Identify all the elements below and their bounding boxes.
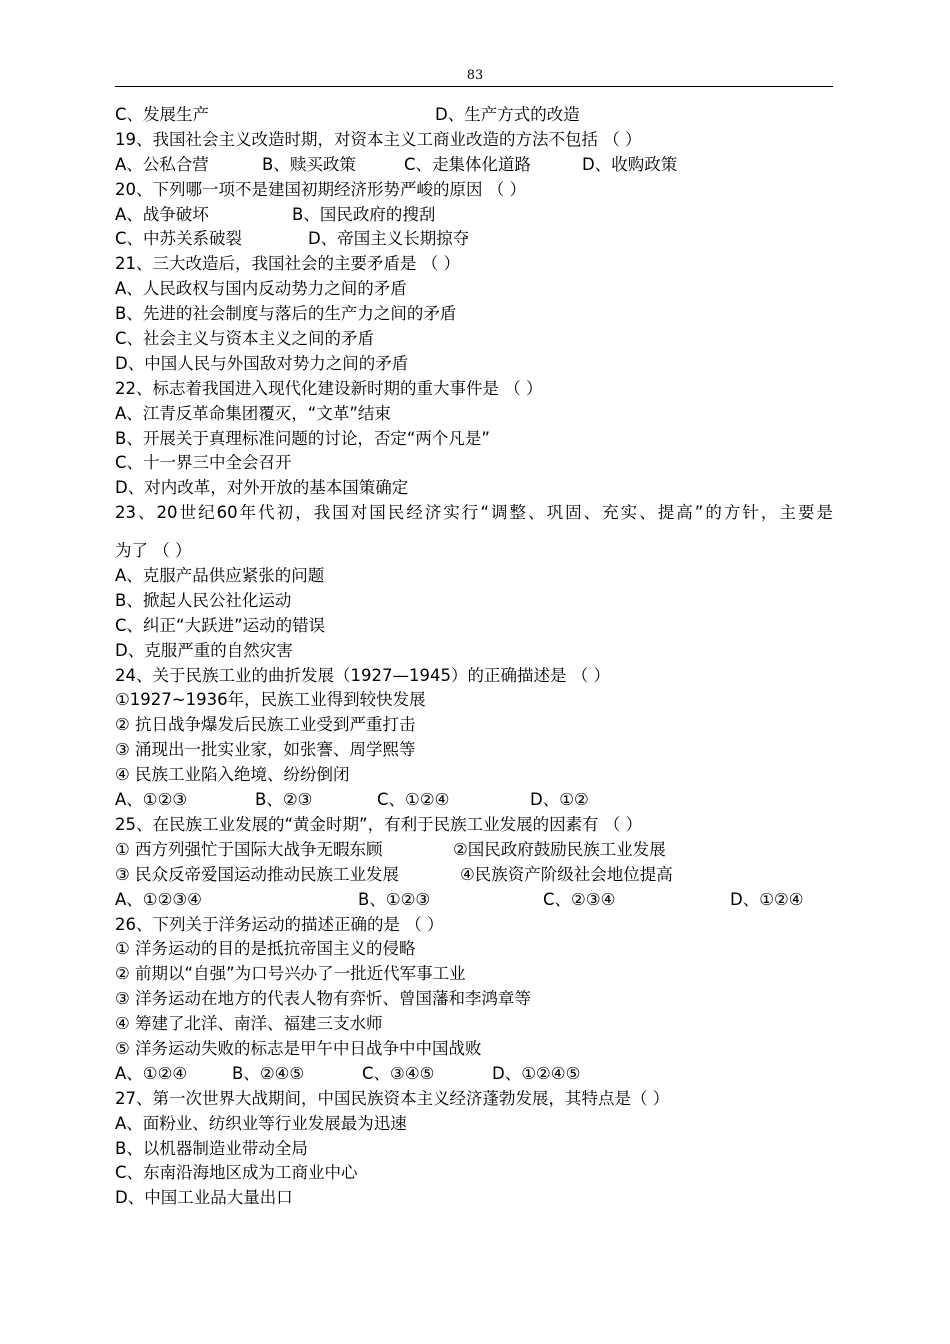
text-segment: D、对内改革，对外开放的基本国策确定 [115,478,409,498]
text-segment: B、赎买政策 [262,154,356,174]
text-line [115,962,845,987]
text-segment: 24、关于民族工业的曲折发展（1927—1945）的正确描述是 （ ） [115,665,610,685]
text-line [115,564,845,589]
text-line [115,1037,845,1062]
text-line [115,539,845,564]
text-line [115,103,845,128]
header-rule [115,86,833,87]
text-line [115,1112,845,1137]
text-segment: ④ 筹建了北洋、南洋、福建三支水师 [115,1014,383,1034]
text-line [115,888,845,913]
text-segment: C、中苏关系破裂 [115,229,243,249]
text-segment: D、帝国主义长期掠夺 [308,229,470,249]
text-line [115,639,845,664]
text-segment: B、①②③ [358,889,431,909]
text-segment: D、中国人民与外国敌对势力之间的矛盾 [115,353,409,373]
text-segment: B、②③ [255,790,313,810]
text-segment: B、开展关于真理标准问题的讨论，否定“两个凡是” [115,428,490,448]
text-line [115,128,845,153]
text-segment: 为了 （ ） [115,541,192,561]
text-segment: 25、在民族工业发展的“黄金时期”，有利于民族工业发展的因素有 （ ） [115,814,643,834]
page-number: 83 [466,68,484,83]
text-line [115,277,845,302]
text-segment: A、克服产品供应紧张的问题 [115,566,325,586]
text-line [115,937,845,962]
text-segment: D、①②④ [730,889,804,909]
text-segment: ③ 洋务运动在地方的代表人物有弈忻、曾国藩和李鸿章等 [115,989,532,1009]
text-line [115,987,845,1012]
text-segment: 21、三大改造后，我国社会的主要矛盾是 （ ） [115,254,460,274]
text-segment: ④民族资产阶级社会地位提高 [460,864,673,884]
text-segment: D、生产方式的改造 [435,105,580,124]
text-line [115,327,845,352]
text-segment: ②国民政府鼓励民族工业发展 [453,839,666,859]
text-line [115,1186,845,1211]
text-line [115,713,845,738]
text-line [115,738,845,763]
text-line [115,863,845,888]
text-segment: ①1927~1936年，民族工业得到较快发展 [115,690,426,710]
text-segment: C、东南沿海地区成为工商业中心 [115,1163,358,1183]
text-line [115,178,845,203]
text-segment: D、中国工业品大量出口 [115,1188,293,1208]
text-line [115,664,845,689]
text-segment: D、收购政策 [582,154,678,174]
text-segment: ② 前期以“自强”为口号兴办了一批近代军事工业 [115,964,466,984]
text-segment: A、①②③ [115,790,188,810]
text-line [115,614,845,639]
text-line [115,227,845,252]
text-segment: C、十一界三中全会召开 [115,453,292,473]
text-line [115,688,845,713]
text-line [115,788,845,813]
text-line [115,501,833,526]
text-segment: C、③④⑤ [362,1063,435,1083]
text-line [115,302,845,327]
text-segment: 19、我国社会主义改造时期，对资本主义工商业改造的方法不包括 （ ） [115,129,642,149]
text-segment: A、①②④ [115,1063,188,1083]
text-segment: A、江青反革命集团覆灭，“文革”结束 [115,403,391,423]
document-body [115,103,845,1211]
text-segment: 20、下列哪一项不是建国初期经济形势严峻的原因 （ ） [115,179,526,199]
text-segment: B、国民政府的搜刮 [292,204,436,224]
text-segment: C、①②④ [377,790,450,810]
text-segment: D、克服严重的自然灾害 [115,640,293,660]
text-segment: A、面粉业、纺织业等行业发展最为迅速 [115,1113,407,1133]
text-segment: B、②④⑤ [232,1063,305,1083]
text-line [115,1161,845,1186]
text-line [115,451,845,476]
text-segment: B、先进的社会制度与落后的生产力之间的矛盾 [115,304,457,324]
text-line [115,1137,845,1162]
text-line [115,813,845,838]
text-segment: ③ 民众反帝爱国运动推动民族工业发展 [115,864,400,884]
text-segment: ④ 民族工业陷入绝境、纷纷倒闭 [115,765,350,785]
text-line [115,1012,845,1037]
text-line [115,913,845,938]
text-segment: B、掀起人民公社化运动 [115,590,292,610]
text-segment: 22、标志着我国进入现代化建设新时期的重大事件是 （ ） [115,378,543,398]
text-segment: A、战争破坏 [115,204,209,224]
text-segment: 26、下列关于洋务运动的描述正确的是 （ ） [115,914,444,934]
text-segment: ③ 涌现出一批实业家，如张謇、周学熙等 [115,740,416,760]
text-segment: 27、第一次世界大战期间，中国民族资本主义经济蓬勃发展，其特点是（ ） [115,1088,670,1108]
text-segment: D、①② [530,790,589,810]
text-segment: A、①②③④ [115,889,202,909]
text-segment: ① 洋务运动的目的是抵抗帝国主义的侵略 [115,939,416,959]
text-segment: C、②③④ [543,889,616,909]
text-line [115,377,845,402]
text-segment: C、走集体化道路 [404,154,532,174]
text-line [115,1087,845,1112]
text-segment: D、①②④⑤ [492,1063,581,1083]
text-line [115,252,845,277]
text-line [115,427,845,452]
text-line [115,203,845,228]
text-segment: C、发展生产 [115,105,210,124]
text-line [115,352,845,377]
text-line [115,838,845,863]
text-segment: B、以机器制造业带动全局 [115,1138,308,1158]
text-line [115,402,845,427]
text-line [115,153,845,178]
text-line [115,476,845,501]
text-line [115,763,845,788]
text-segment: 23、20世纪60年代初，我国对国民经济实行“调整、巩固、充实、提高”的方针，主要是 [115,503,833,523]
text-segment: A、人民政权与国内反动势力之间的矛盾 [115,279,407,299]
text-segment: A、公私合营 [115,154,209,174]
text-line [115,1062,845,1087]
text-segment: C、纠正“大跃进”运动的错误 [115,615,326,635]
text-segment: ① 西方列强忙于国际大战争无暇东顾 [115,839,383,859]
text-line [115,589,845,614]
text-segment: C、社会主义与资本主义之间的矛盾 [115,329,375,349]
text-segment: ② 抗日战争爆发后民族工业受到严重打击 [115,715,416,735]
text-segment: ⑤ 洋务运动失败的标志是甲午中日战争中中国战败 [115,1038,482,1058]
